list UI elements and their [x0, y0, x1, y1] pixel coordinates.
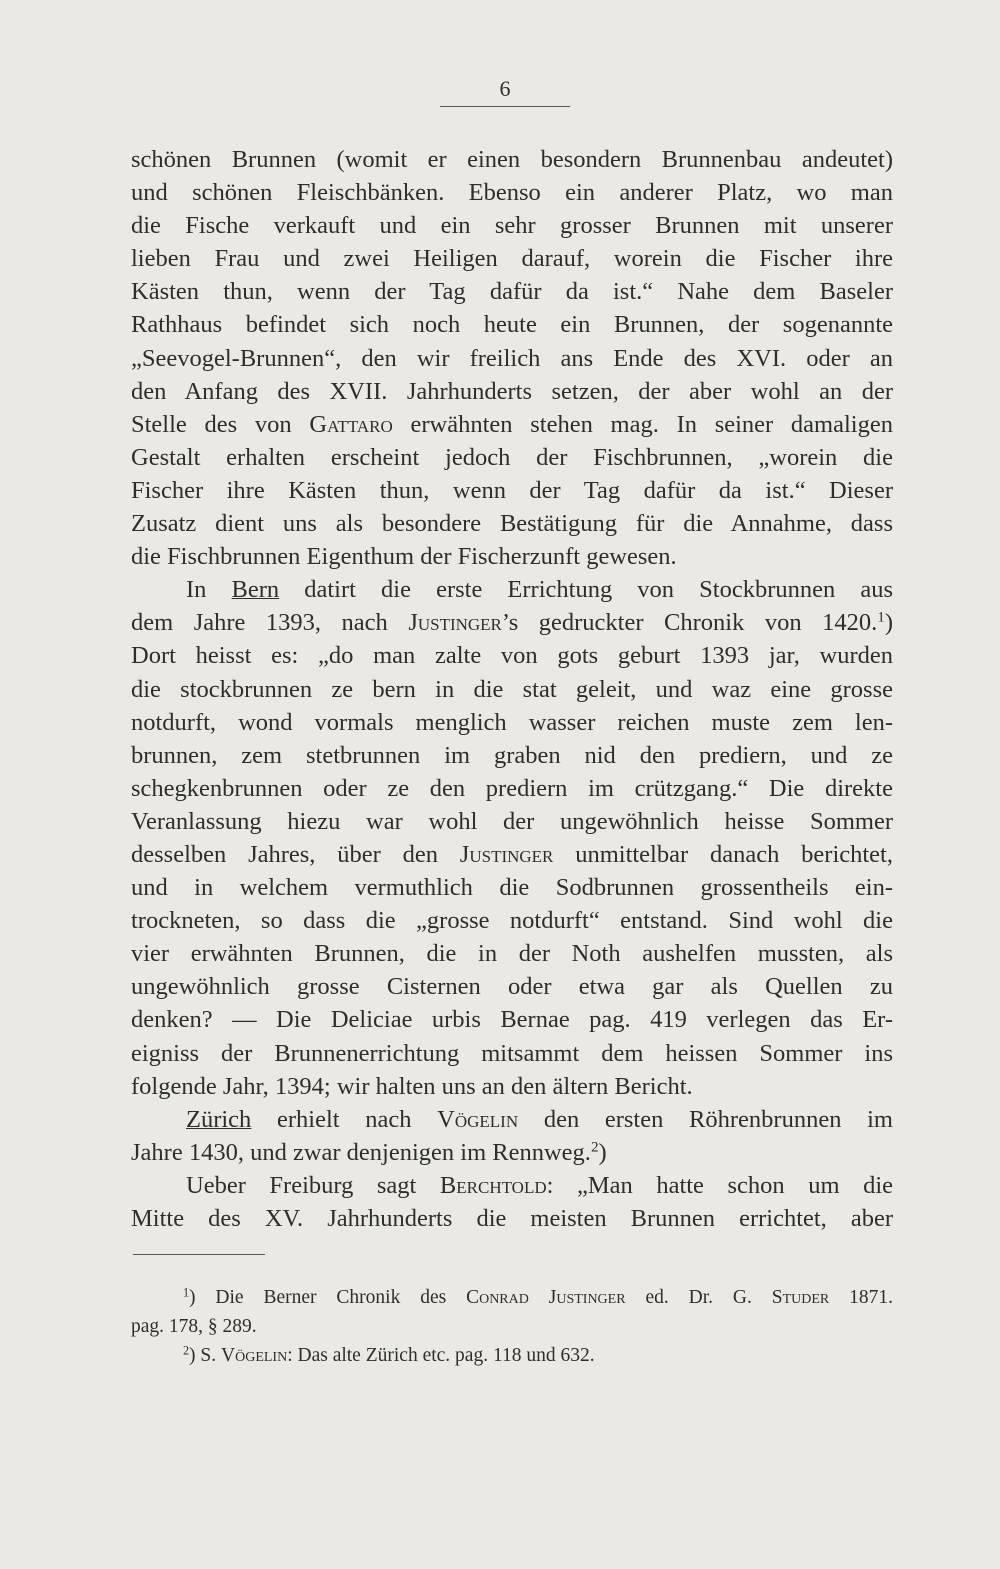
author-name: Gattaro — [309, 410, 393, 438]
text-line: die stockbrunnen ze bern in die stat geleit, und waz eine grosse — [131, 675, 893, 703]
text-line: ungewöhnlich grosse Cisternen oder etwa gar als Quellen zu — [131, 973, 893, 1001]
text-line: lieben Frau und zwei Heiligen darauf, worein die Fischer ihre — [131, 245, 893, 273]
text-line: Mitte des XV. Jahrhunderts die meisten Brunnen errichtet, aber — [131, 1205, 893, 1232]
text-run: erwähnten stehen mag. In seiner damaligen — [392, 410, 893, 438]
text-line: schegkenbrunnen oder ze den prediern im crützgang.“ Die direkte — [131, 774, 893, 802]
text-line — [131, 408, 893, 441]
text-run: desselben Jahres, über den — [131, 840, 460, 868]
text-line: Rathhaus befindet sich noch heute ein Brunnen, der sogenannte — [131, 311, 893, 339]
text-line: Veranlassung hiezu war wohl der ungewöhnlich heisse Sommer — [131, 807, 893, 835]
author-name: Justinger — [408, 609, 502, 637]
header-rule — [440, 106, 570, 107]
text-run: ) — [598, 1138, 607, 1166]
text-line: „Seevogel-Brunnen“, den wir freilich ans Ende des XVI. oder an — [131, 344, 893, 372]
page-number: 6 — [499, 76, 511, 101]
footnote-mark: 2 — [183, 1343, 190, 1358]
text-run: 1871. — [829, 1287, 893, 1308]
text-line — [131, 606, 893, 639]
author-name: Berchtold — [439, 1171, 547, 1199]
text-line: denken? — Die Deliciae urbis Bernae pag. 419 verlegen das Er- — [131, 1006, 893, 1034]
text-line: eigniss der Brunnenerrichtung mitsammt dem heissen Sommer ins — [131, 1039, 893, 1067]
text-run: unmittelbar danach berichtet, — [553, 840, 893, 868]
text-run: den ersten Röhrenbrunnen im — [518, 1105, 893, 1133]
text-line: folgende Jahr, 1394; wir halten uns an den ältern Bericht. — [131, 1072, 693, 1100]
text-run: ) Die Berner Chronik des — [189, 1287, 467, 1308]
text-run: ’s gedruckter Chronik von 1420. — [501, 609, 878, 637]
footnote-mark: 1 — [183, 1285, 190, 1300]
author-name: Studer — [771, 1287, 830, 1308]
place-name: Bern — [231, 576, 280, 604]
author-name: Vögelin — [437, 1105, 519, 1133]
text-run: Jahre 1430, und zwar denjenigen im Rennweg. — [131, 1138, 591, 1166]
text-line: notdurft, wond vormals menglich wasser reichen muste zem len- — [131, 708, 893, 736]
text-run: Stelle des von — [131, 410, 310, 438]
text-line: Dort heisst es: „do man zalte von gots geburt 1393 jar, wurden — [131, 642, 893, 670]
footnote-ref: 2 — [590, 1138, 599, 1156]
body-text — [131, 143, 893, 1235]
text-line: und in welchem vermuthlich die Sodbrunnen grossentheils ein- — [131, 874, 893, 902]
footnotes — [131, 1283, 893, 1370]
text-line: den Anfang des XVII. Jahrhunderts setzen, der aber wohl an der — [131, 377, 893, 405]
text-run: Ueber Freiburg sagt — [186, 1171, 440, 1199]
text-run: : Das alte Zürich etc. pag. 118 und 632. — [287, 1345, 595, 1366]
footnote-rule — [133, 1254, 265, 1255]
text-run: ed. Dr. G. — [625, 1287, 772, 1308]
text-line: die Fischbrunnen Eigenthum der Fischerzunft gewesen. — [131, 543, 677, 571]
text-line: die Fische verkauft und ein sehr grosser Brunnen mit unserer — [131, 212, 893, 240]
author-name: Justinger — [459, 840, 554, 868]
text-line: vier erwähnten Brunnen, die in der Noth aushelfen mussten, als — [131, 940, 893, 968]
text-run: dem Jahre 1393, nach — [131, 609, 409, 637]
author-name: Conrad Justinger — [466, 1287, 626, 1308]
text-run: In — [186, 576, 232, 604]
text-line — [131, 1136, 893, 1169]
text-line — [131, 1169, 893, 1202]
text-line: Fischer ihre Kästen thun, wenn der Tag dafür da ist.“ Dieser — [131, 476, 893, 504]
text-run: ) S. — [189, 1345, 222, 1366]
footnote-1-continued: pag. 178, § 289. — [131, 1316, 257, 1337]
text-line: und schönen Fleischbänken. Ebenso ein anderer Platz, wo man — [131, 179, 893, 207]
text-line — [131, 838, 893, 871]
text-run: ) — [884, 609, 893, 637]
text-line: Zusatz dient uns als besondere Bestätigung für die Annahme, dass — [131, 510, 893, 538]
author-name: Vögelin — [221, 1345, 288, 1366]
footnote-2 — [131, 1341, 893, 1370]
text-line: brunnen, zem stetbrunnen im graben nid den prediern, und ze — [131, 741, 893, 769]
text-line — [131, 1103, 893, 1136]
text-line — [131, 573, 893, 606]
footnote-ref: 1 — [877, 608, 885, 626]
text-run: : „Man hatte schon um die — [546, 1171, 893, 1199]
text-line: schönen Brunnen (womit er einen besondern Brunnenbau andeutet) — [131, 146, 893, 173]
text-run: datirt die erste Errichtung von Stockbrunnen aus — [279, 576, 893, 604]
text-line: Gestalt erhalten erscheint jedoch der Fischbrunnen, „worein die — [131, 443, 893, 471]
text-line: Kästen thun, wenn der Tag dafür da ist.“ Nahe dem Baseler — [131, 278, 893, 306]
footnote-1 — [131, 1283, 893, 1312]
text-run: erhielt nach — [251, 1105, 438, 1133]
text-line: trockneten, so dass die „grosse notdurft“ entstand. Sind wohl die — [131, 907, 893, 935]
place-name: Zürich — [186, 1105, 252, 1133]
